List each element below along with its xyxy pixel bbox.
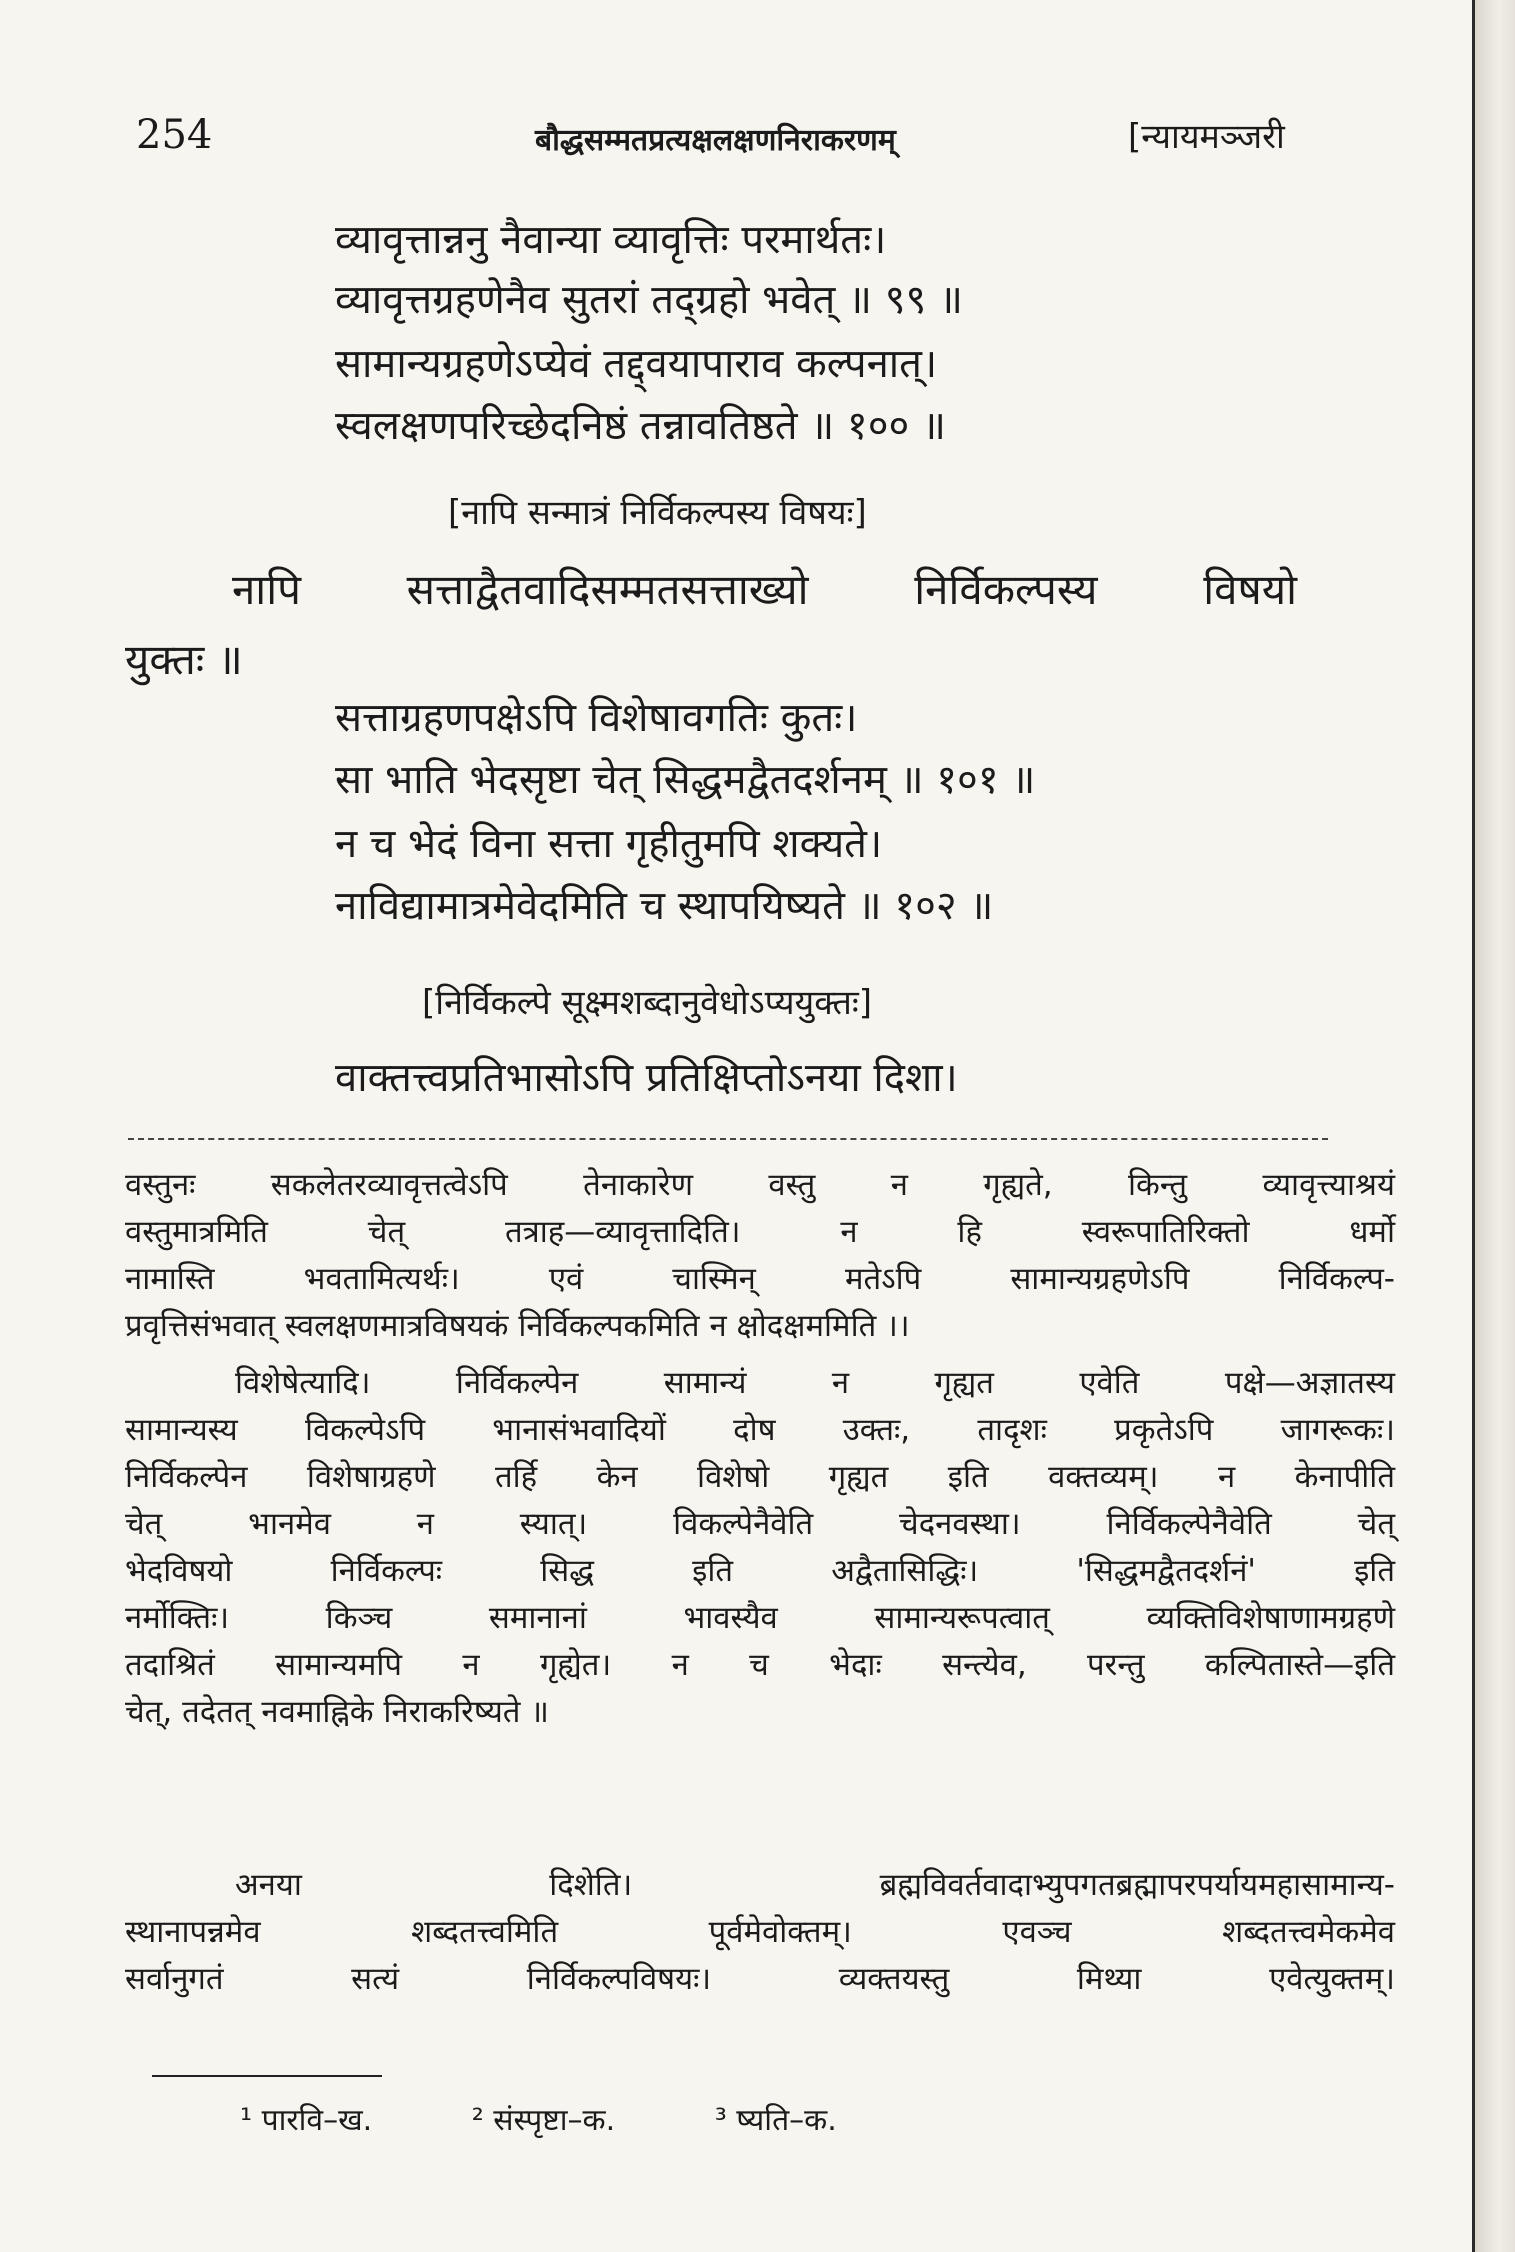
section-heading: [निर्विकल्पे सूक्ष्मशब्दानुवेधोऽप्ययुक्तः] [422,983,872,1023]
commentary-paragraph [125,1862,1395,2003]
footnote-rule [152,2075,382,2077]
footnote: ² संस्पृष्टा–क. [471,2103,616,2138]
verse-line: सा भाति भेदसृष्टा चेत् सिद्धमद्वैतदर्शनम् ॥ १०१ ॥ [335,757,1036,803]
commentary-line: चेत्, तदेतत् नवमाह्निके निराकरिष्यते ॥ [125,1694,549,1730]
prose-line: नापि सत्ताद्वैतवादिसम्मतसत्ताख्यो निर्विकल्पस्य विषयो [232,565,1297,614]
commentary-line: विशेषेत्यादि। निर्विकल्पेन सामान्यं न गृह्यत एवेति पक्षे—अज्ञातस्य [235,1365,1395,1401]
page-edge [1472,0,1515,2252]
commentary-line: चेत् भानमेव न स्यात्। विकल्पेनैवेति चेदनवस्था। निर्विकल्पेनैवेति चेत् [125,1506,1395,1542]
commentary-line: निर्विकल्पेन विशेषाग्रहणे तर्हि केन विशेषो गृह्यत इति वक्तव्यम्। न केनापीति [125,1459,1395,1495]
footnotes [240,2098,927,2139]
commentary-line: अनया दिशेति। ब्रह्मविवर्तवादाभ्युपगतब्रह्मापरपर्यायमहासामान्य- [235,1867,1395,1903]
verse-line: व्यावृत्तान्ननु नैवान्या व्यावृत्तिः परमार्थतः। [335,217,887,263]
commentary-paragraph [125,1162,1395,1350]
commentary-line: तदाश्रितं सामान्यमपि न गृह्येत। न च भेदाः सन्त्येव, परन्तु कल्पितास्ते—इति [125,1647,1395,1683]
verse-line: नाविद्यामात्रमेवेदमिति च स्थापयिष्यते ॥ १०२ ॥ [335,883,994,929]
verse-line: व्यावृत्तग्रहणेनैव सुतरां तद्ग्रहो भवेत् ॥ ९९ ॥ [335,277,964,323]
commentary-line: सर्वानुगतं सत्यं निर्विकल्पविषयः। व्यक्तयस्तु मिथ्या एवेत्युक्तम्। [125,1961,1395,1997]
verse-line: न च भेदं विना सत्ता गृहीतुमपि शक्यते। [335,821,883,867]
commentary-paragraph [125,1360,1395,1736]
verse-line: वाक्तत्त्वप्रतिभासोऽपि प्रतिक्षिप्तोऽनया दिशा। [335,1055,958,1101]
commentary-line: सामान्यस्य विकल्पेऽपि भानासंभवादियों दोष उक्तः, तादृशः प्रकृतेऽपि जागरूकः। [125,1412,1395,1448]
footnote: ³ ष्यति–क. [714,2103,837,2138]
section-heading: [नापि सन्मात्रं निर्विकल्पस्य विषयः] [448,493,867,533]
verse-line: सत्ताग्रहणपक्षेऽपि विशेषावगतिः कुतः। [335,695,858,741]
book-title: [न्यायमञ्जरी [1128,117,1285,157]
running-title: बौद्धसम्मतप्रत्यक्षलक्षणनिराकरणम् [535,123,896,158]
commentary-line: नामास्ति भवतामित्यर्थः। एवं चास्मिन् मतेऽपि सामान्यग्रहणेऽपि निर्विकल्प- [125,1261,1395,1297]
verse-line: सामान्यग्रहणेऽप्येवं तद्द्वयापाराव कल्पनात्। [335,341,938,387]
commentary-line: वस्तुमात्रमिति चेत् तत्राह—व्यावृत्तादिति। न हि स्वरूपातिरिक्तो धर्मो [125,1214,1395,1250]
commentary-line: प्रवृत्तिसंभवात् स्वलक्षणमात्रविषयकं निर्विकल्पकमिति न क्षोदक्षममिति ।। [125,1308,910,1344]
verse-line: स्वलक्षणपरिच्छेदनिष्ठं तन्नावतिष्ठते ॥ १०० ॥ [335,403,946,449]
divider [128,1138,1328,1140]
commentary-line: नर्मोक्तिः। किञ्च समानानां भावस्यैव सामान्यरूपत्वात् व्यक्तिविशेषाणामग्रहणे [125,1600,1395,1636]
commentary-line: स्थानापन्नमेव शब्दतत्त्वमिति पूर्वमेवोक्तम्। एवञ्च शब्दतत्त्वमेकमेव [125,1914,1395,1950]
footnote: ¹ पारवि–ख. [240,2103,373,2138]
prose-line: युक्तः ॥ [125,635,243,684]
commentary-line: भेदविषयो निर्विकल्पः सिद्ध इति अद्वैतासिद्धिः। 'सिद्धमद्वैतदर्शनं' इति [125,1553,1395,1589]
commentary-line: वस्तुनः सकलेतरव्यावृत्तत्वेऽपि तेनाकारेण वस्तु न गृह्यते, किन्तु व्यावृत्त्याश्रयं [125,1167,1395,1203]
page-number: 254 [136,112,213,158]
